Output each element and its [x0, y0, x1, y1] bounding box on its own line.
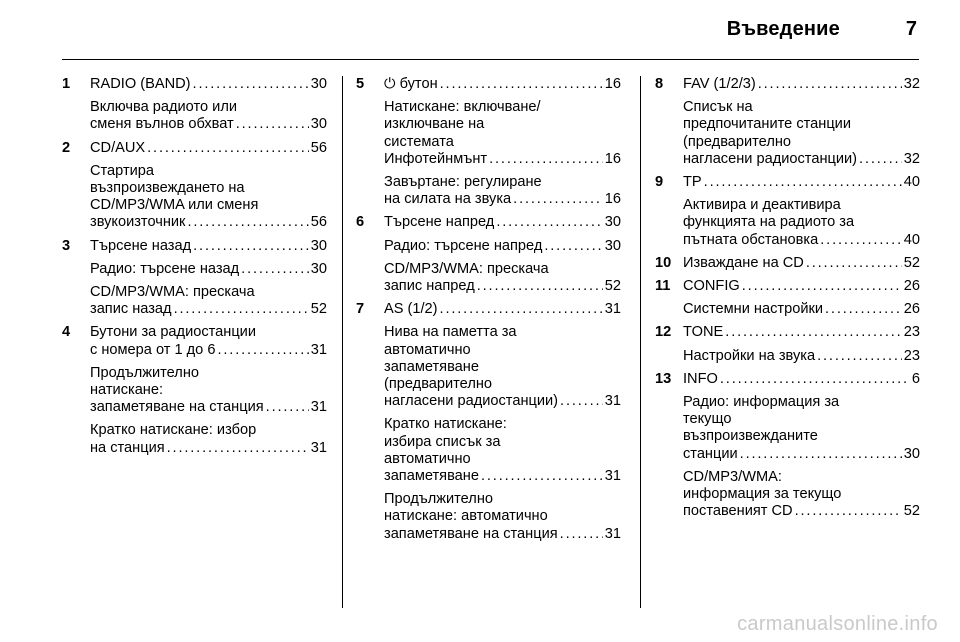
index-subentry	[90, 163, 327, 232]
index-subentry	[90, 99, 327, 133]
index-subentry	[384, 324, 621, 410]
entry-number: 5	[356, 76, 365, 92]
index-subentry	[90, 284, 327, 318]
index-entry-text: на станция	[90, 439, 165, 456]
index-subentry	[384, 416, 621, 485]
subentry-text-line: Активира и деактивира	[683, 197, 841, 214]
subentry-leader-line	[384, 278, 621, 295]
index-page-ref: 56	[310, 214, 327, 231]
index-entry	[62, 140, 327, 232]
dot-leader	[440, 301, 603, 318]
subentry-text-line: CD/MP3/WMA или сменя	[90, 197, 259, 214]
entry-number: 8	[655, 76, 664, 92]
subentry-leader-line	[384, 238, 621, 255]
subentry-leader-line	[384, 151, 621, 168]
index-entry	[62, 76, 327, 134]
index-page-ref: 40	[903, 174, 920, 191]
subentry-text-line: CD/MP3/WMA:	[683, 468, 782, 485]
index-page-ref: 31	[310, 399, 327, 416]
index-entry	[356, 214, 621, 295]
subentry-leader-line	[384, 393, 621, 410]
subentry-leader-line	[683, 503, 920, 520]
dot-leader	[560, 526, 603, 543]
subentry-leader-line	[90, 116, 327, 133]
dot-leader	[217, 342, 308, 359]
index-page-ref: 31	[310, 439, 327, 456]
dot-leader	[241, 261, 309, 278]
entry-number: 3	[62, 237, 71, 254]
index-entry-text: запис назад	[90, 301, 172, 318]
index-entry-text: с номера от 1 до 6	[90, 341, 216, 358]
entry-number: 4	[62, 324, 71, 341]
index-subentry	[683, 394, 920, 463]
index-entry-text: Търсене назад	[90, 237, 192, 254]
index-entry	[655, 278, 920, 318]
column-middle	[356, 76, 621, 543]
column-left	[62, 76, 327, 457]
dot-leader	[193, 238, 309, 255]
index-entry-text: AS (1/2)	[384, 301, 438, 318]
index-page-ref: 23	[903, 324, 920, 341]
dot-leader	[266, 399, 309, 416]
index-page-ref: 52	[903, 254, 920, 271]
dot-leader	[720, 371, 910, 388]
header-divider	[62, 59, 919, 60]
index-entry-text: INFO	[683, 370, 718, 387]
index-subentry	[90, 422, 327, 456]
index-page-ref: 31	[604, 525, 621, 542]
subentry-text-line: текущо	[683, 411, 732, 428]
entry-number: 12	[655, 324, 672, 341]
dot-leader	[817, 348, 902, 365]
index-entry-text: запис напред	[384, 278, 475, 295]
index-entry-text: Системни настройки	[683, 301, 824, 318]
index-subentry	[384, 261, 621, 295]
dot-leader	[513, 191, 603, 208]
subentry-text-line: натискане:	[90, 382, 164, 399]
subentry-text-line: (предварително	[683, 133, 792, 150]
dot-leader	[440, 76, 603, 93]
index-page-ref: 30	[604, 237, 621, 254]
index-subentry	[384, 99, 621, 168]
subentry-leader-line	[90, 214, 327, 231]
index-page-ref: 26	[903, 278, 920, 295]
subentry-leader-line	[683, 301, 920, 318]
index-entry-text: Изваждане на CD	[683, 254, 804, 271]
subentry-leader-line	[384, 526, 621, 543]
dot-leader	[489, 151, 603, 168]
subentry-leader-line	[384, 191, 621, 208]
subentry-leader-line	[683, 232, 920, 249]
index-entry	[62, 324, 327, 456]
index-subentry	[683, 469, 920, 521]
index-entry-text: TONE	[683, 324, 724, 341]
subentry-text-line: Кратко натискане:	[384, 416, 507, 433]
subentry-text-line: възпроизвежданите	[683, 428, 818, 445]
index-entry-title-line	[683, 371, 920, 388]
index-subentry	[683, 348, 920, 365]
dot-leader	[825, 301, 902, 318]
index-entry-text: запаметяване на станция	[90, 399, 264, 416]
subentry-leader-line	[384, 468, 621, 485]
subentry-text-line: CD/MP3/WMA: прескача	[90, 284, 255, 301]
subentry-text-line: Радио: информация за	[683, 394, 840, 411]
dot-leader	[820, 232, 902, 249]
index-entry-text: CD/AUX	[90, 139, 146, 156]
index-entry-text: RADIO (BAND)	[90, 76, 191, 92]
index-entry-title-line	[683, 255, 920, 272]
index-page-ref: 30	[903, 445, 920, 462]
index-entry-text: запаметяване на станция	[384, 525, 558, 542]
dot-leader	[560, 393, 603, 410]
dot-leader	[236, 116, 309, 133]
dot-leader	[496, 214, 602, 231]
index-page-ref: 32	[903, 76, 920, 92]
subentry-leader-line	[90, 440, 327, 457]
subentry-text-line: автоматично	[384, 341, 471, 358]
dot-leader	[477, 278, 603, 295]
dot-leader	[704, 174, 902, 191]
index-entry-title-line	[384, 214, 621, 231]
subentry-text-line: Продължително	[384, 491, 493, 508]
index-entry-text: Радио: търсене напред	[384, 237, 543, 254]
watermark: carmanualsonline.info	[737, 613, 938, 635]
dot-leader	[742, 278, 902, 295]
index-entry-text: станции	[683, 445, 738, 462]
index-subentry	[384, 238, 621, 255]
index-entry-text: запаметяване	[384, 468, 479, 485]
index-subentry	[384, 174, 621, 208]
index-page-ref: 31	[310, 341, 327, 358]
subentry-text-line: Стартира	[90, 162, 155, 179]
page-header-title: Въведение	[726, 18, 840, 40]
dot-leader	[481, 468, 603, 485]
index-entry	[62, 238, 327, 319]
index-page-ref: 52	[903, 503, 920, 520]
index-subentry	[90, 261, 327, 278]
dot-leader	[795, 503, 902, 520]
column-right	[655, 76, 920, 520]
index-page-ref: 31	[604, 468, 621, 485]
index-entry-text: Търсене напред	[384, 214, 495, 231]
index-entry	[655, 174, 920, 249]
subentry-text-line: изключване на	[384, 116, 485, 133]
entry-number: 11	[655, 278, 671, 295]
index-page-ref: 31	[604, 393, 621, 410]
subentry-text-line: Нива на паметта за	[384, 324, 517, 341]
index-entry-text: пътната обстановка	[683, 231, 819, 248]
index-entry-text: сменя вълнов обхват	[90, 116, 234, 133]
subentry-leader-line	[683, 151, 920, 168]
index-entry-title-line	[90, 342, 327, 359]
dot-leader	[544, 238, 602, 255]
index-entry-text: FAV (1/2/3)	[683, 76, 756, 92]
dot-leader	[758, 76, 902, 93]
index-page-ref: 56	[310, 139, 327, 156]
subentry-text-line: системата	[384, 133, 454, 150]
subentry-text-line: Включва радиото или	[90, 99, 237, 116]
index-entry-title-line	[90, 238, 327, 255]
index-entry-text: Инфотейнмънт	[384, 150, 488, 167]
index-subentry	[683, 301, 920, 318]
dot-leader	[725, 324, 901, 341]
index-entry	[655, 371, 920, 521]
subentry-text-line: предпочитаните станции	[683, 116, 851, 133]
index-entry-text: нагласени радиостанции)	[384, 393, 559, 410]
dot-leader	[740, 446, 902, 463]
entry-number: 1	[62, 76, 71, 92]
subentry-text-line: избира списък за	[384, 433, 501, 450]
subentry-text-line: Списък на	[683, 99, 753, 116]
index-page-ref: 30	[310, 76, 327, 92]
entry-number: 10	[655, 254, 672, 271]
subentry-text-line: CD/MP3/WMA: прескача	[384, 260, 549, 277]
index-entry-title-line	[90, 140, 327, 157]
index-subentry	[683, 99, 920, 168]
subentry-text-line: Кратко натискане: избор	[90, 422, 257, 439]
entry-number: 9	[655, 174, 664, 191]
index-page-ref: 30	[310, 260, 327, 277]
index-page-ref: 52	[604, 278, 621, 295]
index-page-ref: 30	[604, 214, 621, 231]
entry-number: 13	[655, 370, 672, 387]
index-entry-text: TP	[683, 174, 702, 191]
index-page-ref: 30	[310, 116, 327, 133]
index-entry-title-line	[683, 278, 920, 295]
dot-leader	[806, 255, 902, 272]
dot-leader	[167, 440, 309, 457]
subentry-leader-line	[90, 261, 327, 278]
index-entry	[655, 255, 920, 272]
index-entry-text: поставеният CD	[683, 503, 793, 520]
dot-leader	[174, 301, 309, 318]
dot-leader	[193, 76, 309, 93]
index-entry-text: на силата на звука	[384, 191, 512, 208]
index-entry	[356, 76, 621, 208]
index-subentry	[90, 365, 327, 417]
column-divider	[640, 76, 641, 608]
index-subentry	[683, 197, 920, 249]
index-entry-title-line	[384, 76, 621, 93]
index-entry-title-line	[683, 76, 920, 93]
index-entry-text: нагласени радиостанции)	[683, 150, 858, 167]
subentry-leader-line	[90, 399, 327, 416]
index-entry-title-line	[683, 324, 920, 341]
index-entry-text: Радио: търсене назад	[90, 260, 240, 277]
subentry-text-line: запаметяване	[384, 358, 479, 375]
dot-leader	[187, 214, 308, 231]
subentry-text-line: натискане: автоматично	[384, 508, 548, 525]
index-page-ref: 31	[604, 301, 621, 318]
index-page-ref: 23	[903, 347, 920, 364]
index-entry	[655, 76, 920, 168]
subentry-text-line: функцията на радиото за	[683, 214, 855, 231]
index-entry-text: CONFIG	[683, 278, 740, 295]
index-page-ref: 32	[903, 150, 920, 167]
index-page-ref: 16	[604, 150, 621, 167]
index-page-ref: 26	[903, 301, 920, 318]
subentry-leader-line	[90, 301, 327, 318]
index-page-ref: 16	[604, 76, 621, 92]
index-entry-title: Бутони за радиостанции	[90, 324, 256, 341]
index-page-ref: 6	[911, 370, 920, 387]
index-entry-text: ⏻ бутон	[384, 76, 438, 92]
subentry-leader-line	[683, 348, 920, 365]
subentry-text-line: автоматично	[384, 450, 471, 467]
index-page-ref: 16	[604, 191, 621, 208]
index-subentry	[384, 491, 621, 543]
entry-number: 2	[62, 139, 71, 156]
index-entry-title-line	[90, 76, 327, 93]
index-entry-title-line	[384, 301, 621, 318]
column-divider	[342, 76, 343, 608]
subentry-text-line: Завъртане: регулиране	[384, 174, 542, 191]
subentry-text-line: (предварително	[384, 376, 493, 393]
index-page-ref: 52	[310, 301, 327, 318]
entry-number: 7	[356, 301, 365, 318]
index-entry-text: звукоизточник	[90, 214, 186, 231]
index-page-ref: 30	[310, 237, 327, 254]
subentry-leader-line	[683, 446, 920, 463]
index-entry-text: Настройки на звука	[683, 347, 816, 364]
subentry-text-line: информация за текущо	[683, 486, 842, 503]
page-number: 7	[905, 18, 917, 40]
subentry-text-line: Натискане: включване/	[384, 99, 541, 116]
dot-leader	[859, 151, 902, 168]
subentry-text-line: Продължително	[90, 364, 199, 381]
dot-leader	[147, 140, 309, 157]
entry-number: 6	[356, 214, 365, 231]
index-entry-title-line	[683, 174, 920, 191]
subentry-text-line: възпроизвеждането на	[90, 180, 245, 197]
index-entry	[356, 301, 621, 543]
index-entry	[655, 324, 920, 364]
index-page-ref: 40	[903, 231, 920, 248]
